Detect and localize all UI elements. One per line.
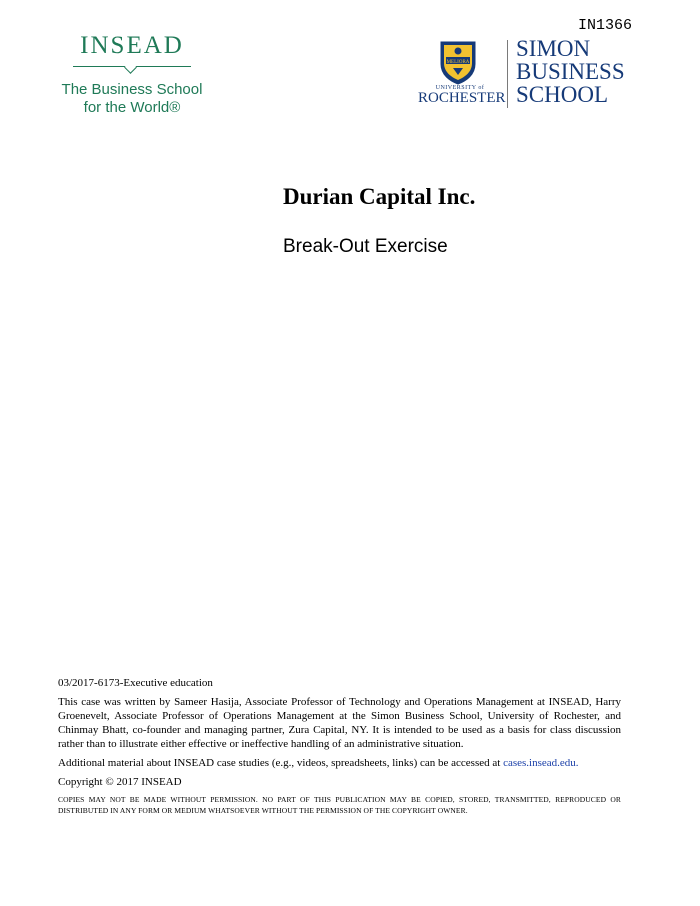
document-subtitle: Break-Out Exercise (283, 236, 448, 257)
additional-material-text: Additional material about INSEAD case studies (e.g., videos, spreadsheets, links) can be accessed at (58, 757, 501, 769)
copyright-line: Copyright © 2017 INSEAD (58, 776, 182, 788)
logo-divider (507, 40, 508, 108)
copies-notice: COPIES MAY NOT BE MADE WITHOUT PERMISSION. NO PART OF THIS PUBLICATION MAY BE COPIED, STORED, TRANSMITTED, REPRODUCED OR DISTRIBUTED IN ANY FORM OR MEDIUM WHATSOEVER WITHOUT THE PERMISSION OF THE COPYRIGHT OWNER. (58, 795, 621, 815)
rochester-crest-icon (438, 40, 478, 86)
simon-wordmark-line-2: BUSINESS (516, 59, 625, 84)
simon-wordmark-line-1: SIMON (516, 36, 591, 61)
document-number: IN1366 (578, 17, 633, 34)
document-title: Durian Capital Inc. (283, 184, 476, 209)
rochester-small-text: UNIVERSITY of (435, 85, 485, 91)
case-code: 03/2017-6173-Executive education (58, 677, 213, 689)
insead-wordmark: INSEAD (80, 32, 184, 59)
crest-motto: MELIORA (446, 60, 470, 65)
cases-insead-link[interactable]: cases.insead.edu. (503, 757, 579, 769)
case-footer (58, 676, 621, 821)
additional-material (58, 756, 621, 770)
insead-logo (52, 32, 212, 122)
simon-business-school-logo (418, 38, 638, 114)
simon-wordmark-line-3: SCHOOL (516, 82, 609, 107)
insead-tagline-1: The Business School (61, 81, 203, 98)
insead-tagline-2: for the World® (83, 99, 181, 116)
rochester-wordmark: ROCHESTER (418, 90, 506, 106)
insead-notch (124, 61, 137, 74)
authors-note: This case was written by Sameer Hasija, Associate Professor of Technology and Operations Management at INSEAD, Harry Groenevelt, Associate Professor of Operations Management at the Simon Business School, University of Rochester, and Chinmay Bhatt, co-founder and managing partner, Zura Capital, NY. It is intended to be used as a basis for class discussion rather than to illustrate either effective or ineffective handling of an administrative situation. (58, 696, 621, 750)
